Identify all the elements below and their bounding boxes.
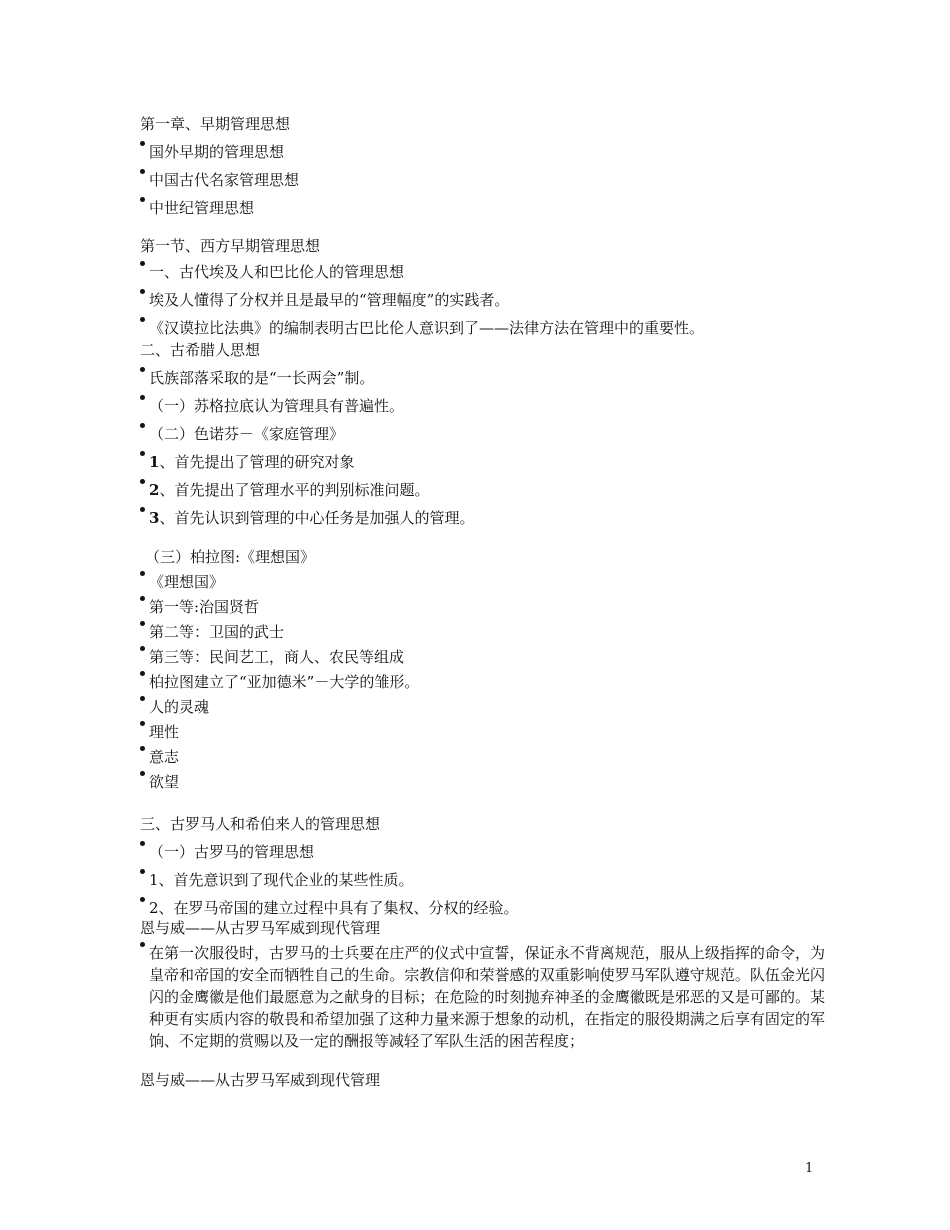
subsection-heading: 二、古希腊人思想 <box>140 341 261 359</box>
chapter-title: 第一章、早期管理思想 <box>140 115 291 133</box>
section-title: 第一节、西方早期管理思想 <box>140 237 321 255</box>
list-item: 欲望 <box>140 772 179 793</box>
subsection-heading: （三）柏拉图:《理想国》 <box>145 548 316 566</box>
page-number: 1 <box>805 1161 814 1176</box>
list-item: （一）苏格拉底认为管理具有普遍性。 <box>140 396 404 417</box>
list-item: 国外早期的管理思想 <box>140 142 284 163</box>
list-item: 《理想国》 <box>140 572 224 593</box>
item-number: 3 <box>149 509 160 527</box>
army-paragraph: 在第一次服役时，古罗马的士兵要在庄严的仪式中宣誓，保证永不背离规范，服从上级指挥的命令，为皇帝和帝国的安全而牺牲自己的生命。宗教信仰和荣誉感的双重影响使罗马军队遵守规范。队伍金光闪闪的金鹰徽是他们最愿意为之献身的目标；在危险的时刻抛弃神圣的金鹰徽既是邪恶的又是可鄙的。某种更有实质内容的敬畏和希望加强了这种力量来源于想象的动机，在指定的服役期满之后享有固定的军饷、不定期的赏赐以及一定的酬报等减轻了军队生活的困苦程度； <box>140 942 825 1052</box>
list-item <box>140 508 474 529</box>
list-item: （二）色诺芬－《家庭管理》 <box>140 424 344 445</box>
list-item: 2、在罗马帝国的建立过程中具有了集权、分权的经验。 <box>140 898 519 919</box>
item-number: 1 <box>149 453 160 471</box>
item-number: 2 <box>149 481 160 499</box>
list-item: 氏族部落采取的是“一长两会”制。 <box>140 368 374 389</box>
item-text: 、首先认识到管理的中心任务是加强人的管理。 <box>159 509 475 527</box>
item-text: 、首先提出了管理的研究对象 <box>159 453 355 471</box>
list-item: 理性 <box>140 722 179 743</box>
list-item: 人的灵魂 <box>140 697 209 718</box>
list-item: 第三等：民间艺工，商人、农民等组成 <box>140 647 404 668</box>
list-item: 一、古代埃及人和巴比伦人的管理思想 <box>140 262 404 283</box>
subsection-title: 恩与威——从古罗马军威到现代管理 <box>140 919 381 937</box>
section-heading: 三、古罗马人和希伯来人的管理思想 <box>140 815 381 833</box>
list-item: 中国古代名家管理思想 <box>140 170 299 191</box>
subsection-title: 恩与威——从古罗马军威到现代管理 <box>140 1071 381 1089</box>
list-item <box>140 480 429 501</box>
list-item: （一）古罗马的管理思想 <box>140 842 314 863</box>
list-item: 埃及人懂得了分权并且是最早的“管理幅度”的实践者。 <box>140 290 509 311</box>
list-item: 意志 <box>140 747 179 768</box>
list-item <box>140 452 354 473</box>
list-item: 柏拉图建立了“亚加德米”－大学的雏形。 <box>140 672 419 693</box>
list-item: 第二等：卫国的武士 <box>140 622 284 643</box>
list-item: 1、首先意识到了现代企业的某些性质。 <box>140 870 414 891</box>
item-text: 、首先提出了管理水平的判别标准问题。 <box>159 481 430 499</box>
list-item: 第一等:治国贤哲 <box>140 597 259 618</box>
list-item: 《汉谟拉比法典》的编制表明古巴比伦人意识到了——法律方法在管理中的重要性。 <box>140 318 704 339</box>
list-item: 中世纪管理思想 <box>140 198 254 219</box>
